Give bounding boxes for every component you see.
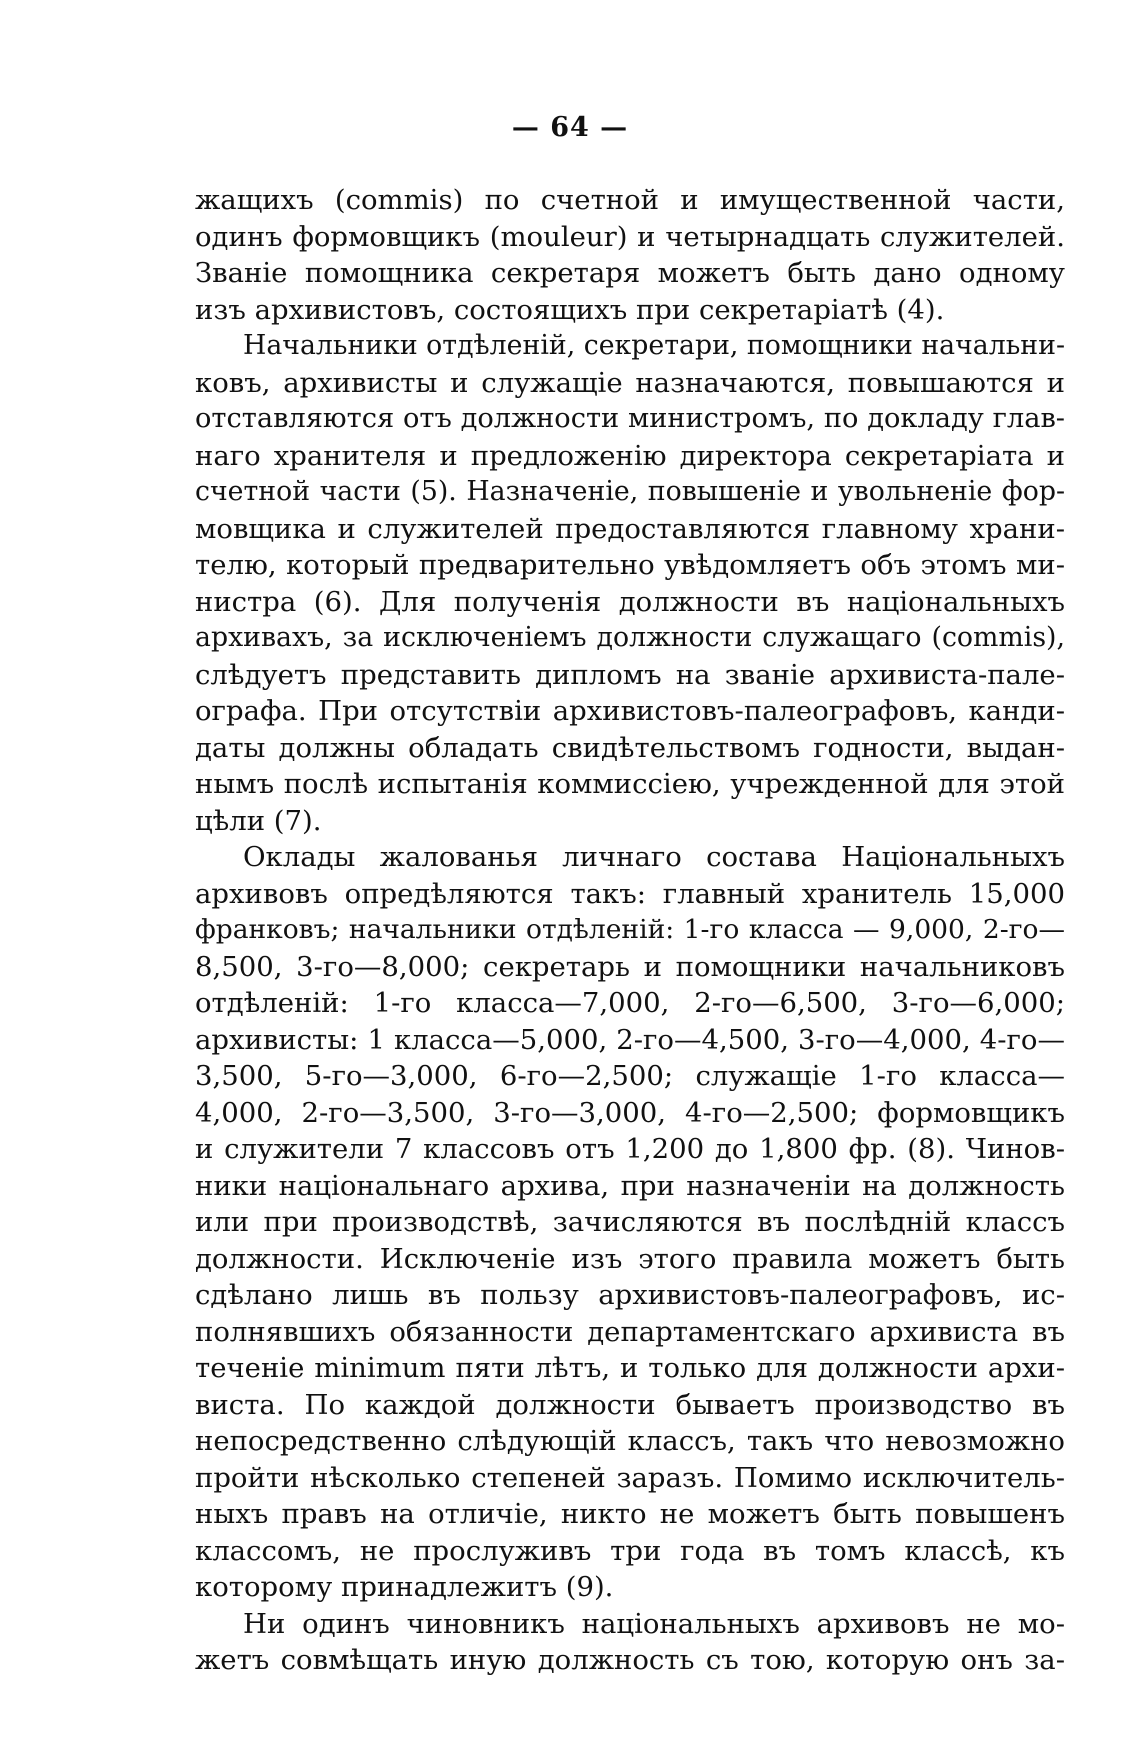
text-line: 3,500, 5-го—3,000, 6-го—2,500; служащіе 1-го класса— <box>195 1060 1065 1092</box>
text-line: непосредственно слѣдующій классъ, такъ что невозможно <box>195 1425 1065 1457</box>
text-line: франковъ; начальники отдѣленій: 1-го класса — 9,000, 2-го— <box>195 914 1065 945</box>
text-line: теченіе minimum пяти лѣтъ, и только для должности архи- <box>195 1352 1065 1384</box>
text-line: нымъ послѣ испытанія коммиссіею, учрежденной для этой <box>195 768 1065 800</box>
text-line: ники національнаго архива, при назначеніи на должность <box>195 1169 1065 1202</box>
text-line: отставляются отъ должности министромъ, по докладу глав- <box>195 403 1065 434</box>
text-line: архивовъ опредѣляются такъ: главный хранитель 15,000 <box>195 877 1065 910</box>
text-line: изъ архивистовъ, состоящихъ при секретаріатѣ (4). <box>195 293 945 326</box>
text-line: жащихъ (commis) по счетной и имущественной части, <box>195 184 1065 216</box>
text-line: одинъ формовщикъ (mouleur) и четырнадцать служителей. <box>195 220 1065 253</box>
text-line: и служители 7 классовъ отъ 1,200 до 1,800 фр. (8). Чинов- <box>195 1133 1065 1165</box>
page-number: — 64 — <box>511 112 629 143</box>
text-line: мовщика и служителей предоставляются главному храни- <box>195 512 1065 545</box>
text-line: ографа. При отсутствіи архивистовъ-палеографовъ, канди- <box>195 695 1065 727</box>
text-line: счетной части (5). Назначеніе, повышеніе и увольненіе фор- <box>195 476 1065 507</box>
text-line: или при производствѣ, зачисляются въ послѣдній классъ <box>195 1206 1065 1238</box>
text-line: которому принадлежитъ (9). <box>195 1571 614 1603</box>
text-line: 4,000, 2-го—3,500, 3-го—3,000, 4-го—2,500; формовщикъ <box>195 1096 1065 1129</box>
text-line: жетъ совмѣщать иную должность съ тою, которую онъ за- <box>195 1644 1065 1676</box>
body-text <box>195 182 1065 1679</box>
text-line: полнявшихъ обязанности департаментскаго архивиста въ <box>195 1315 1065 1348</box>
text-line: наго хранителя и предложенію директора секретаріата и <box>195 439 1065 472</box>
text-line: 8,500, 3-го—8,000; секретарь и помощники начальниковъ <box>195 950 1065 983</box>
text-line: даты должны обладать свидѣтельствомъ годности, выдан- <box>195 731 1065 764</box>
text-line: ныхъ правъ на отличіе, никто не можетъ быть повышенъ <box>195 1498 1065 1530</box>
text-line: сдѣлано лишь въ пользу архивистовъ-палеографовъ, ис- <box>195 1279 1065 1311</box>
text-line: классомъ, не прослуживъ три года въ томъ классѣ, къ <box>195 1534 1065 1567</box>
text-line: Ни одинъ чиновникъ національныхъ архивовъ не мо- <box>243 1607 1065 1640</box>
text-line: слѣдуетъ представить дипломъ на званіе архивиста-пале- <box>195 658 1065 691</box>
text-line: пройти нѣсколько степеней заразъ. Помимо исключитель- <box>195 1461 1065 1494</box>
text-line: должности. Исключеніе изъ этого правила можетъ быть <box>195 1242 1065 1275</box>
text-line: цѣли (7). <box>195 804 322 837</box>
text-line: телю, который предварительно увѣдомляетъ объ этомъ ми- <box>195 549 1065 581</box>
text-line: Оклады жалованья личнаго состава Національныхъ <box>243 841 1065 873</box>
text-line: архивахъ, за исключеніемъ должности служащаго (commis), <box>195 622 1065 653</box>
text-line: Начальники отдѣленій, секретари, помощники начальни- <box>243 330 1066 361</box>
text-line: архивисты: 1 класса—5,000, 2-го—4,500, 3-го—4,000, 4-го— <box>195 1023 1065 1056</box>
text-line: нистра (6). Для полученія должности въ національныхъ <box>195 585 1065 618</box>
text-line: отдѣленій: 1-го класса—7,000, 2-го—6,500, 3-го—6,000; <box>195 987 1065 1019</box>
text-line: Званіе помощника секретаря можетъ быть дано одному <box>195 257 1065 289</box>
text-line: виста. По каждой должности бываетъ производство въ <box>195 1388 1065 1421</box>
text-line: ковъ, архивисты и служащіе назначаются, повышаются и <box>195 366 1065 399</box>
